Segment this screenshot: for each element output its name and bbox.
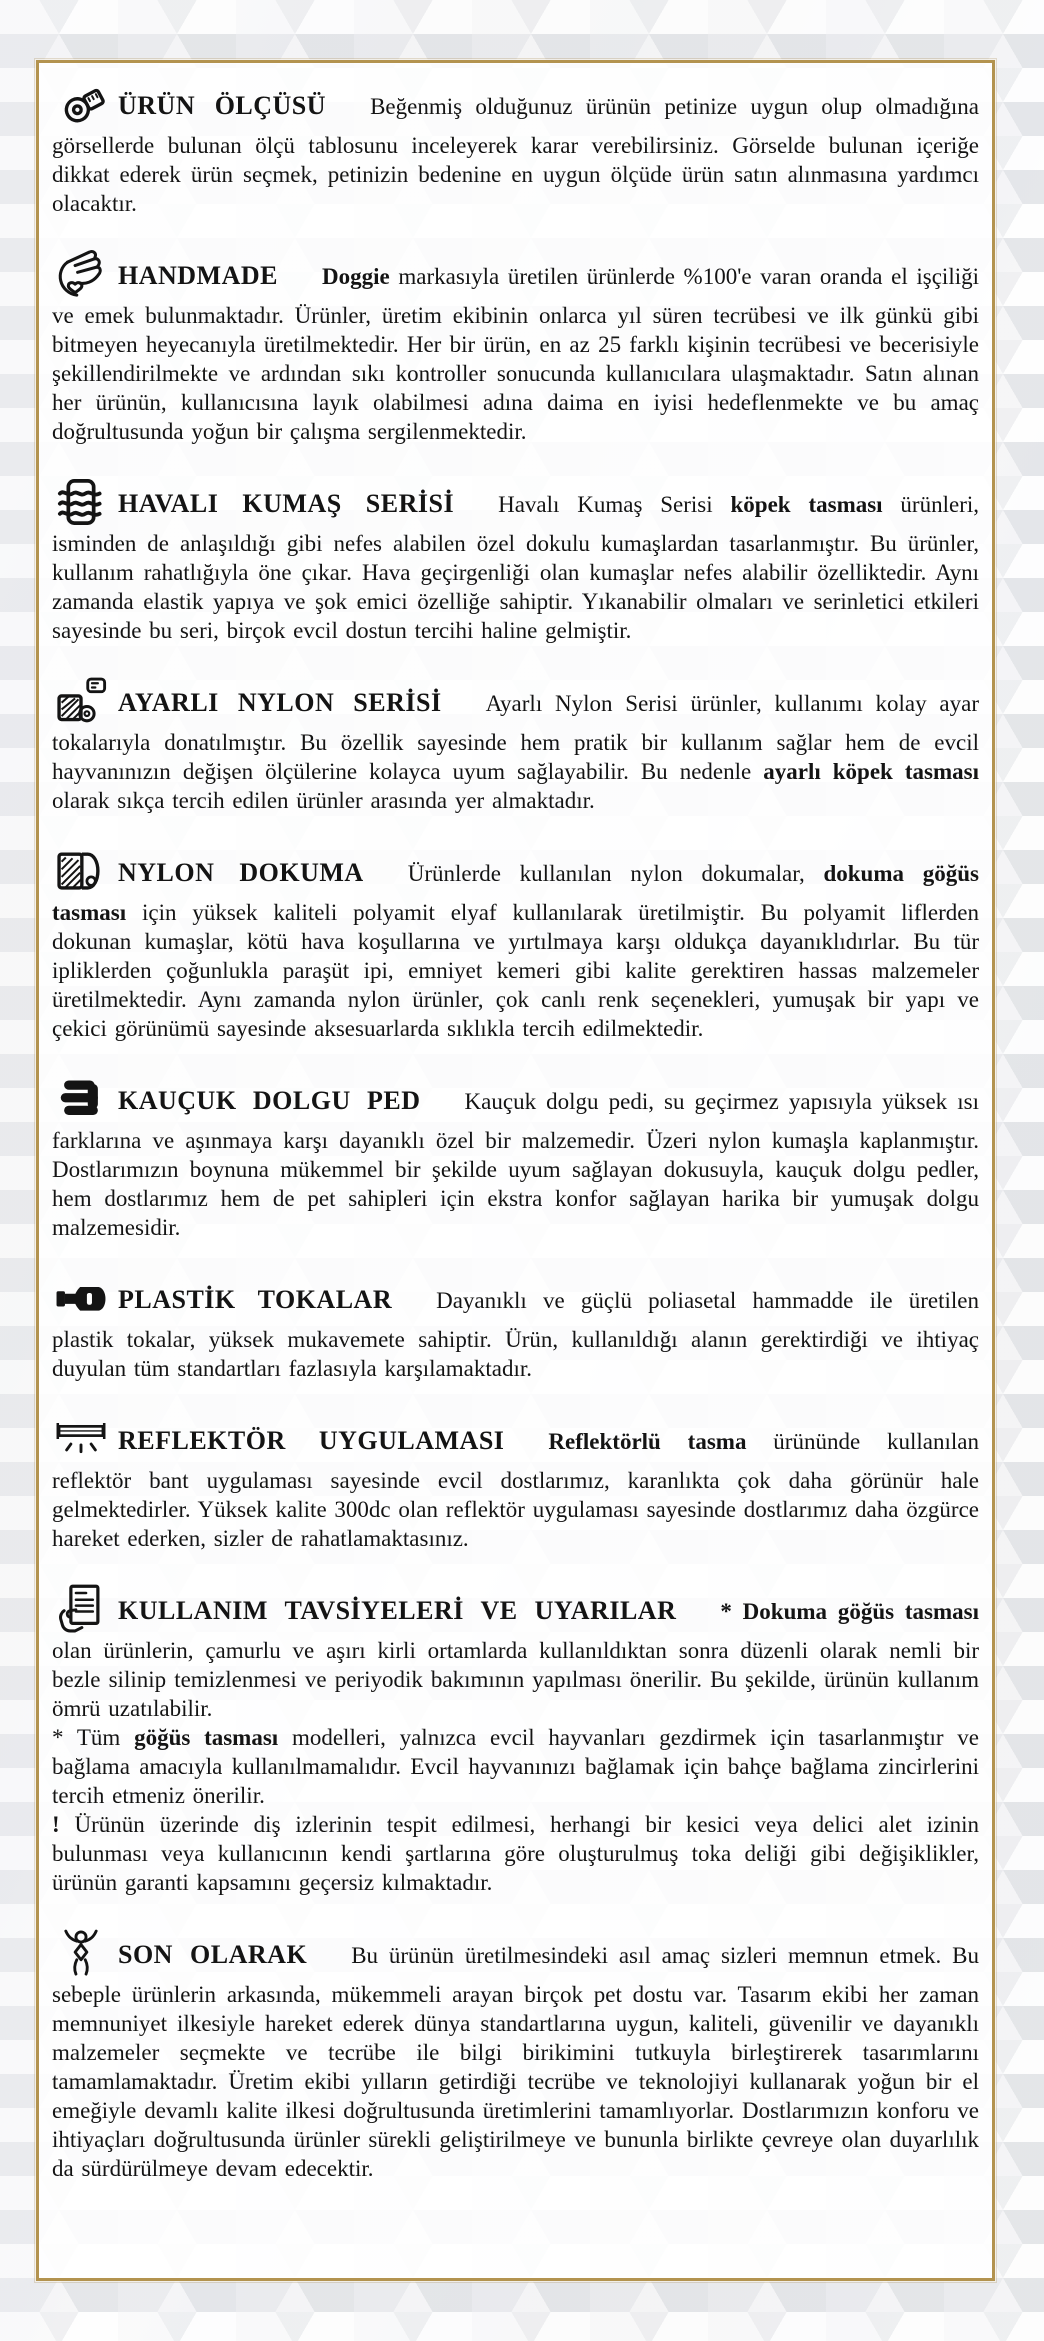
text-run: Ayarlı Nylon Serisi ürünler, kullanımı kolay ayar tokalarıyla donatılmıştır. Bu özellik sayesinde hem pratik bir kullanım sağlar hem de evcil hayvanınızın değişen ölçülerine kolayca uyum sağlayabilir. Bu nedenle [52, 691, 979, 784]
paragraph [52, 1582, 979, 1723]
text-run: Ürünün üzerinde diş izlerinin tespit edilmesi, herhangi bir kesici veya delici alet izinin bulunması veya kullanıcının kendi şartlarına göre oluşturulmuş toka deliği gibi değişiklikler, ürünün garanti kapsamını geçersiz kılmaktadır. [52, 1812, 979, 1895]
text-run: olarak sıkça tercih edilen ürünler arasında yer almaktadır. [52, 788, 595, 813]
breathable-fabric-icon [54, 475, 108, 529]
paragraph [52, 1412, 979, 1553]
paragraph [52, 1926, 979, 2183]
content-panel [36, 60, 995, 2281]
paragraph [52, 1810, 979, 1897]
section-title: HANDMADE [118, 261, 278, 290]
section-son-olarak [52, 1926, 979, 2183]
bold-text-run: * Dokuma göğüs tasması [720, 1599, 979, 1624]
section-title: REFLEKTÖR UYGULAMASI [118, 1426, 505, 1455]
person-cheering-icon [54, 1926, 108, 1980]
paragraph [52, 844, 979, 1043]
text-run: Havalı Kumaş Serisi [498, 492, 731, 517]
paragraph [52, 247, 979, 446]
text-run: olan ürünlerin, çamurlu ve aşırı kirli ortamlarda kullanıldıktan sonra düzenli olarak nemli bir bezle silinip temizlenmesi ve periyodik bakımının yapılması önerilir. Bu şekilde, ürünün kullanım ömrü uzatılabilir. [52, 1638, 979, 1721]
text-run: modelleri, yalnızca evcil hayvanları gezdirmek için tasarlanmıştır ve bağlama amacıyla kullanılmamalıdır. Evcil hayvanınızı bağlamak için bahçe bağlama zincirlerini tercih etmeniz önerilir. [52, 1725, 980, 1808]
text-run: * Tüm [52, 1725, 135, 1750]
paragraph [52, 674, 979, 815]
section-handmade [52, 247, 979, 446]
section-title: KAUÇUK DOLGU PED [118, 1086, 421, 1115]
handmade-heart-icon [54, 247, 108, 301]
section-havali-kumas-serisi [52, 475, 979, 645]
paragraph [52, 1723, 979, 1810]
section-title: AYARLI NYLON SERİSİ [118, 688, 442, 717]
section-title: PLASTİK TOKALAR [118, 1285, 393, 1314]
measuring-tape-icon [54, 77, 108, 131]
rubber-pad-icon [54, 1072, 108, 1126]
text-run: Ürünlerde kullanılan nylon dokumalar, [407, 861, 824, 886]
section-title: SON OLARAK [118, 1940, 308, 1969]
fabric-roll-icon [54, 844, 108, 898]
paragraph [52, 475, 979, 645]
section-kaucuk-dolgu-ped [52, 1072, 979, 1242]
text-run: markasıyla üretilen ürünlerde %100'e varan oranda el işçiliği ve emek bulunmaktadır. Ürünler, üretim ekibinin onlarca yıl süren tecrübesi ve ilk günkü gibi bitmeyen heyecanıyla üretilmektedir. Her bir ürün, en az 25 farklı kişinin tecrübesi ve becerisiyle şekillendirilmekte ve ardından sıkı kontroller sonucunda kullanıcılara ulaşmaktadır. Satın alınan her ürünün, kullanıcısına layık olabilmesi adına daima en iyisi hedeflenmekte ve bu amaç doğrultusunda yoğun bir çalışma sergilenmektedir. [52, 264, 979, 444]
bold-text-run: köpek tasması [730, 492, 883, 517]
section-title: ÜRÜN ÖLÇÜSÜ [118, 91, 327, 120]
bold-text-run: ayarlı köpek tasması [763, 759, 979, 784]
bold-text-run: göğüs tasması [134, 1725, 279, 1750]
paragraph [52, 1271, 979, 1383]
section-title: KULLANIM TAVSİYELERİ VE UYARILAR [118, 1596, 677, 1625]
text-run: ürününde kullanılan reflektör bant uygulaması sayesinde evcil dostlarımız, karanlıkta çok daha görünür hale gelmektedirler. Yüksek kalite 300dc olan reflektör uygulaması sayesinde dostlarımız daha özgürce hareket ederken, sizler de rahatlamaktasınız. [52, 1429, 979, 1551]
sections-container [39, 63, 992, 2201]
paragraph [52, 1072, 979, 1242]
text-run: için yüksek kaliteli polyamit elyaf kullanılarak üretilmiştir. Bu polyamit liflerden dokunan kumaşlar, kötü hava koşullarına ve yırtılmaya karşı oldukça dayanıklıdırlar. Bu tür ipliklerden çoğunlukla paraşüt ipi, emniyet kemeri gibi kalite gerektiren hassas malzemeler üretilmektedir. Aynı zamanda nylon ürünler, çok canlı renk seçenekleri, yumuşak bir yapı ve çekici görünümü sayesinde aksesuarlarda sıklıkla tercih edilmektedir. [52, 900, 979, 1041]
section-ayarli-nylon-serisi [52, 674, 979, 815]
paragraph [52, 77, 979, 218]
section-plastik-tokalar [52, 1271, 979, 1383]
text-run: Kauçuk dolgu pedi, su geçirmez yapısıyla yüksek ısı farklarına ve aşınmaya karşı dayanıklı özel bir malzemedir. Üzeri nylon kumaşla kaplanmıştır. Dostlarımızın boynuna mükemmel bir şekilde uyum sağlayan dokusuyla, kauçuk dolgu pedler, hem dostlarımız hem de pet sahipleri için ekstra konfor sağlayan harika bir yumuşak dolgu malzemesidir. [52, 1089, 979, 1240]
usage-instructions-icon [54, 1582, 108, 1636]
bold-text-run: dokuma göğüs tasması [52, 861, 979, 925]
reflector-band-icon [54, 1412, 108, 1466]
section-nylon-dokuma [52, 844, 979, 1043]
text-run: Bu ürünün üretilmesindeki asıl amaç sizleri memnun etmek. Bu sebeple ürünlerin arkasında, mükemmeli arayan birçok pet dostu var. Tasarım ekibi her zaman memnuniyet ilkesiyle hareket ederek dünya standartlarına uygun, kaliteli, güvenilir ve dayanıklı malzemeler seçmekte ve tecrübe ile bilgi birikimini tutkuyla birleştirerek tasarımlarını tamamlamaktadır. Üretim ekibi yılların getirdiği tecrübe ve teknolojiyi kullanarak yoğun bir el emeğiyle devamlı kalite ilkesi doğrultusunda üretimlerini tamamlıyorlar. Dostlarımızın konforu ve ihtiyaçları doğrultusunda ürünler sürekli geliştirilmeye ve bununla birlikte çevreye olan duyarlılık da sürdürülmeye devam edecektir. [52, 1943, 979, 2181]
text-run: Beğenmiş olduğunuz ürünün petinize uygun olup olmadığına görsellerde bulunan ölçü tablosunu inceleyerek karar verebilirsiniz. Görselde bulunan içeriğe dikkat ederek ürün seçmek, petinizin bedenine en uygun ölçüde ürün satın alınmasına yardımcı olacaktır. [52, 94, 979, 216]
bold-text-run: Doggie [322, 264, 390, 289]
section-urun-olcusu [52, 77, 979, 218]
section-title: HAVALI KUMAŞ SERİSİ [118, 489, 455, 518]
bold-text-run: ! [52, 1812, 60, 1837]
section-title: NYLON DOKUMA [118, 858, 364, 887]
plastic-buckle-icon [54, 1271, 108, 1325]
bold-text-run: Reflektörlü tasma [548, 1429, 747, 1454]
text-run: ürünleri, isminden de anlaşıldığı gibi nefes alabilen özel dokulu kumaşlardan tasarlanmıştır. Bu ürünler, kullanım rahatlığıyla öne çıkar. Hava geçirgenliği olan kumaşlar nefes alabilir özelliktedir. Aynı zamanda elastik yapıya ve şok emici özelliğe sahiptir. Yıkanabilir olmaları ve serinletici etkileri sayesinde bu seri, birçok evcil dostun tercihi haline gelmiştir. [52, 492, 979, 643]
text-run: Dayanıklı ve güçlü poliasetal hammadde ile üretilen plastik tokalar, yüksek mukavemete sahiptir. Ürün, kullanıldığı alanın gerektirdiği ve ihtiyaç duyulan tüm standartları fazlasıyla karşılamaktadır. [52, 1288, 979, 1381]
section-reflektor-uygulamasi [52, 1412, 979, 1553]
adjustable-buckle-icon [54, 674, 108, 728]
section-kullanim-tavsiyeleri [52, 1582, 979, 1897]
